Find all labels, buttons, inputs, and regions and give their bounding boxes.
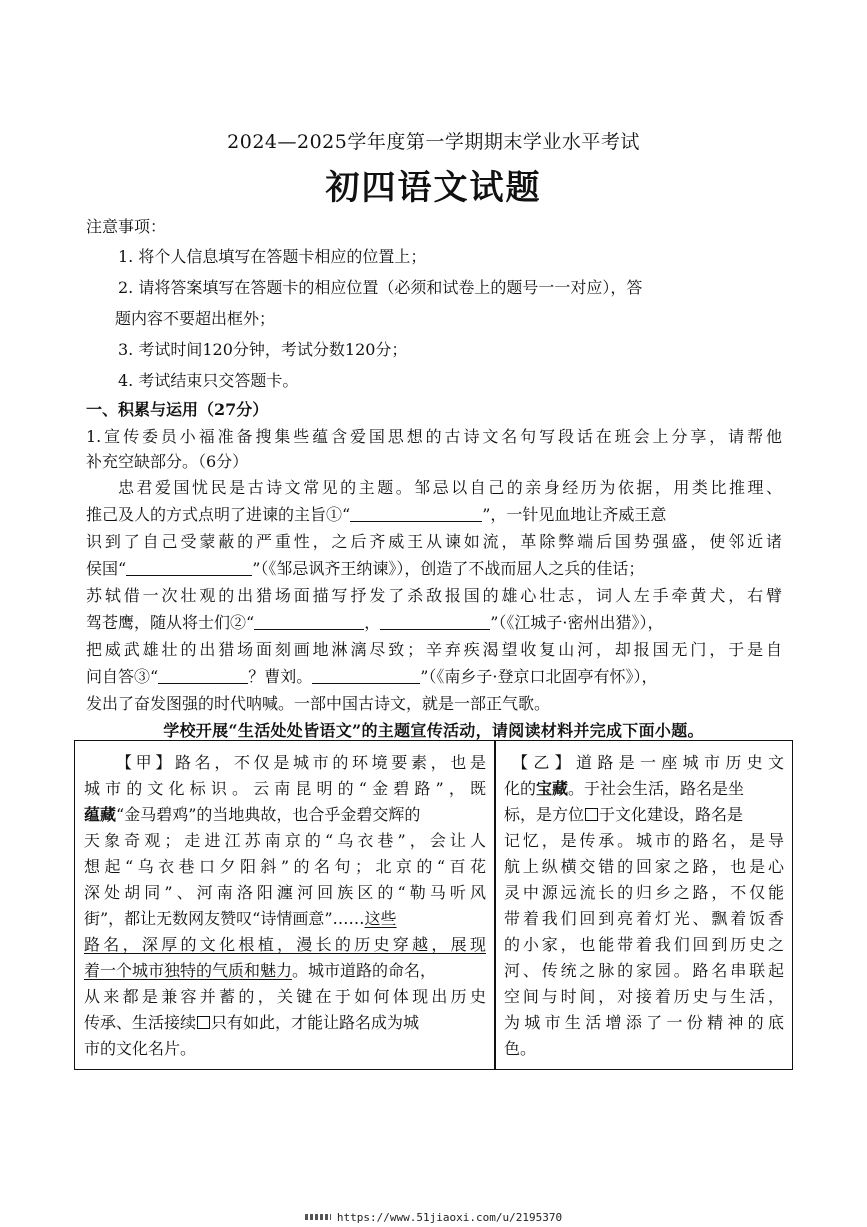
answer-blank-2[interactable] — [126, 559, 252, 576]
bold-word: 藏 — [100, 805, 117, 824]
paragraph-text: ？曹刘。 — [248, 667, 313, 686]
answer-blank-3a[interactable] — [254, 613, 364, 630]
notice-heading: 注意事项： — [86, 217, 167, 236]
paragraph-text: ”，一针见血地让齐威王意 — [482, 505, 667, 524]
underlined-text: 着一个城市独特的气质和魅力 — [84, 961, 293, 980]
material-jia-line — [84, 1012, 419, 1034]
punctuation-box-2[interactable] — [585, 808, 598, 821]
paragraph-text: ， — [364, 613, 381, 632]
exam-title: 初四语文试题 — [325, 168, 542, 208]
material-text: “金马碧鸡”的当地典故，也合乎金碧交辉的 — [116, 805, 421, 824]
material-text: 标，是方位 — [504, 805, 585, 824]
paragraph-text: 问自答③“ — [86, 667, 159, 686]
material-yi-line — [504, 804, 743, 826]
question-1-stem-cont: 补充空缺部分。（6分） — [86, 452, 249, 471]
paragraph-text: 推己及人的方式点明了进谏的主旨①“ — [86, 505, 351, 524]
material-yi-line — [504, 778, 744, 800]
answer-blank-4a[interactable] — [158, 667, 248, 684]
section-heading: 一、积累与运用（27分） — [86, 400, 269, 419]
material-jia-line: 想起“乌衣巷口夕阳斜”的名句；北京的“百花 — [84, 857, 486, 876]
notice-item-2: 2. 请将答案填写在答题卡的相应位置（必须和试卷上的题号一一对应），答 — [118, 278, 643, 297]
paragraph-text: 驾苍鹰，随从将士们②“ — [86, 613, 255, 632]
material-yi-line: 灵中源远流长的归乡之路，不仅能 — [504, 883, 784, 902]
material-text: 。城市道路的命名， — [292, 961, 437, 980]
material-jia-line — [84, 908, 397, 930]
material-yi-line: 记忆，是传承。城市的路名，是导 — [504, 831, 784, 850]
material-yi-line: 色。 — [504, 1039, 537, 1058]
material-yi-line: 【乙】道路是一座城市历史文 — [512, 753, 784, 772]
answer-blank-4b[interactable] — [312, 667, 420, 684]
notice-item-1: 1. 将个人信息填写在答题卡相应的位置上； — [118, 247, 427, 266]
bold-word: 宝藏 — [536, 779, 569, 798]
material-jia-line — [84, 804, 486, 826]
paragraph-line — [86, 504, 666, 526]
material-jia-line: 从来都是兼容并蓄的，关键在于如何体现出历史 — [84, 987, 486, 1006]
paragraph-line — [86, 558, 644, 580]
material-jia-line: 深处胡同”、河南洛阳瀍河回族区的“勒马听风 — [84, 883, 486, 902]
paragraph-line: 识到了自己受蒙蔽的严重性，之后齐威王从谏如流，革除弊端后国势强盛，使邻近诸 — [86, 532, 782, 551]
material-divider — [494, 740, 496, 1070]
material-text: 传承、生活接续 — [84, 1013, 197, 1032]
underlined-text: 路名，深厚的文化根植，漫长的历史穿越，展现 — [84, 935, 486, 954]
question-1-stem: 1.宣传委员小福准备搜集些蕴含爱国思想的古诗文名句写段话在班会上分享，请帮他 — [86, 427, 782, 446]
paragraph-line: 忠君爱国忧民是古诗文常见的主题。邹忌以自己的亲身经历为依据，用类比推理、 — [118, 478, 782, 497]
footer-url[interactable] — [0, 1211, 867, 1224]
notice-item-3: 3. 考试时间120分钟，考试分数120分； — [118, 340, 408, 359]
footer-url-text[interactable]: https://www.51jiaoxi.com/u/2195370 — [336, 1211, 563, 1224]
watermark-icon — [305, 1214, 331, 1220]
answer-blank-3b[interactable] — [380, 613, 490, 630]
paragraph-text: ”（《江城子·密州出猎》）， — [490, 613, 664, 632]
exam-subtitle: 2024—2025学年度第一学期期末学业水平考试 — [227, 131, 640, 153]
underlined-text: 这些 — [364, 909, 397, 928]
material-yi-line: 航上纵横交错的回家之路，也是心 — [504, 857, 784, 876]
material-yi-line: 带着我们回到亮着灯光、飘着饭香 — [504, 909, 784, 928]
material-jia-line: 天象奇观；走进江苏南京的“乌衣巷”，会让人 — [84, 831, 486, 850]
material-yi-line: 为城市生活增添了一份精神的底 — [504, 1013, 784, 1032]
material-text: 。于社会生活，路名是坐 — [568, 779, 745, 798]
notice-item-4: 4. 考试结束只交答题卡。 — [118, 371, 299, 390]
material-jia-line: 城市的文化标识。云南昆明的“金碧路”，既 — [84, 779, 486, 798]
paragraph-line: 发出了奋发图强的时代呐喊。一部中国古诗文，就是一部正气歌。 — [86, 694, 551, 713]
paragraph-text: ”（《邹忌讽齐王纳谏》），创造了不战而屈人之兵的佳话； — [252, 559, 645, 578]
paragraph-text: 侯国“ — [86, 559, 127, 578]
paragraph-text: ”（《南乡子·登京口北固亭有怀》）， — [420, 667, 658, 686]
paragraph-line — [86, 666, 657, 688]
material-yi-line: 空间与时间，对接着历史与生活， — [504, 987, 784, 1006]
bold-word: 蕴 — [84, 805, 101, 824]
material-text: 街”，都让无数网友赞叹“诗情画意”…… — [84, 909, 365, 928]
answer-blank-1[interactable] — [350, 505, 482, 522]
punctuation-box-1[interactable] — [197, 1016, 210, 1029]
paragraph-line: 苏轼借一次壮观的出猎场面描写抒发了杀敌报国的雄心壮志，词人左手牵黄犬，右臂 — [86, 586, 782, 605]
material-jia-line: 市的文化名片。 — [84, 1039, 197, 1058]
material-text: 化的 — [504, 779, 537, 798]
material-yi-line: 河、传统之脉的家园。路名串联起 — [504, 961, 784, 980]
material-text: 只有如此，才能让路名成为城 — [211, 1013, 420, 1032]
material-jia-line — [84, 960, 436, 982]
notice-item-2-cont: 题内容不要超出框外； — [115, 309, 276, 328]
material-intro: 学校开展“生活处处皆语文”的主题宣传活动，请阅读材料并完成下面小题。 — [163, 721, 704, 740]
paragraph-line — [86, 612, 663, 634]
material-jia-line: 【甲】路名，不仅是城市的环境要素，也是 — [116, 753, 486, 772]
paragraph-line: 把威武雄壮的出猎场面刻画地淋漓尽致；辛弃疾渴望收复山河，却报国无门，于是自 — [86, 640, 782, 659]
material-yi-line: 的小家，也能带着我们回到历史之 — [504, 935, 784, 954]
material-text: 于文化建设，路名是 — [599, 805, 744, 824]
